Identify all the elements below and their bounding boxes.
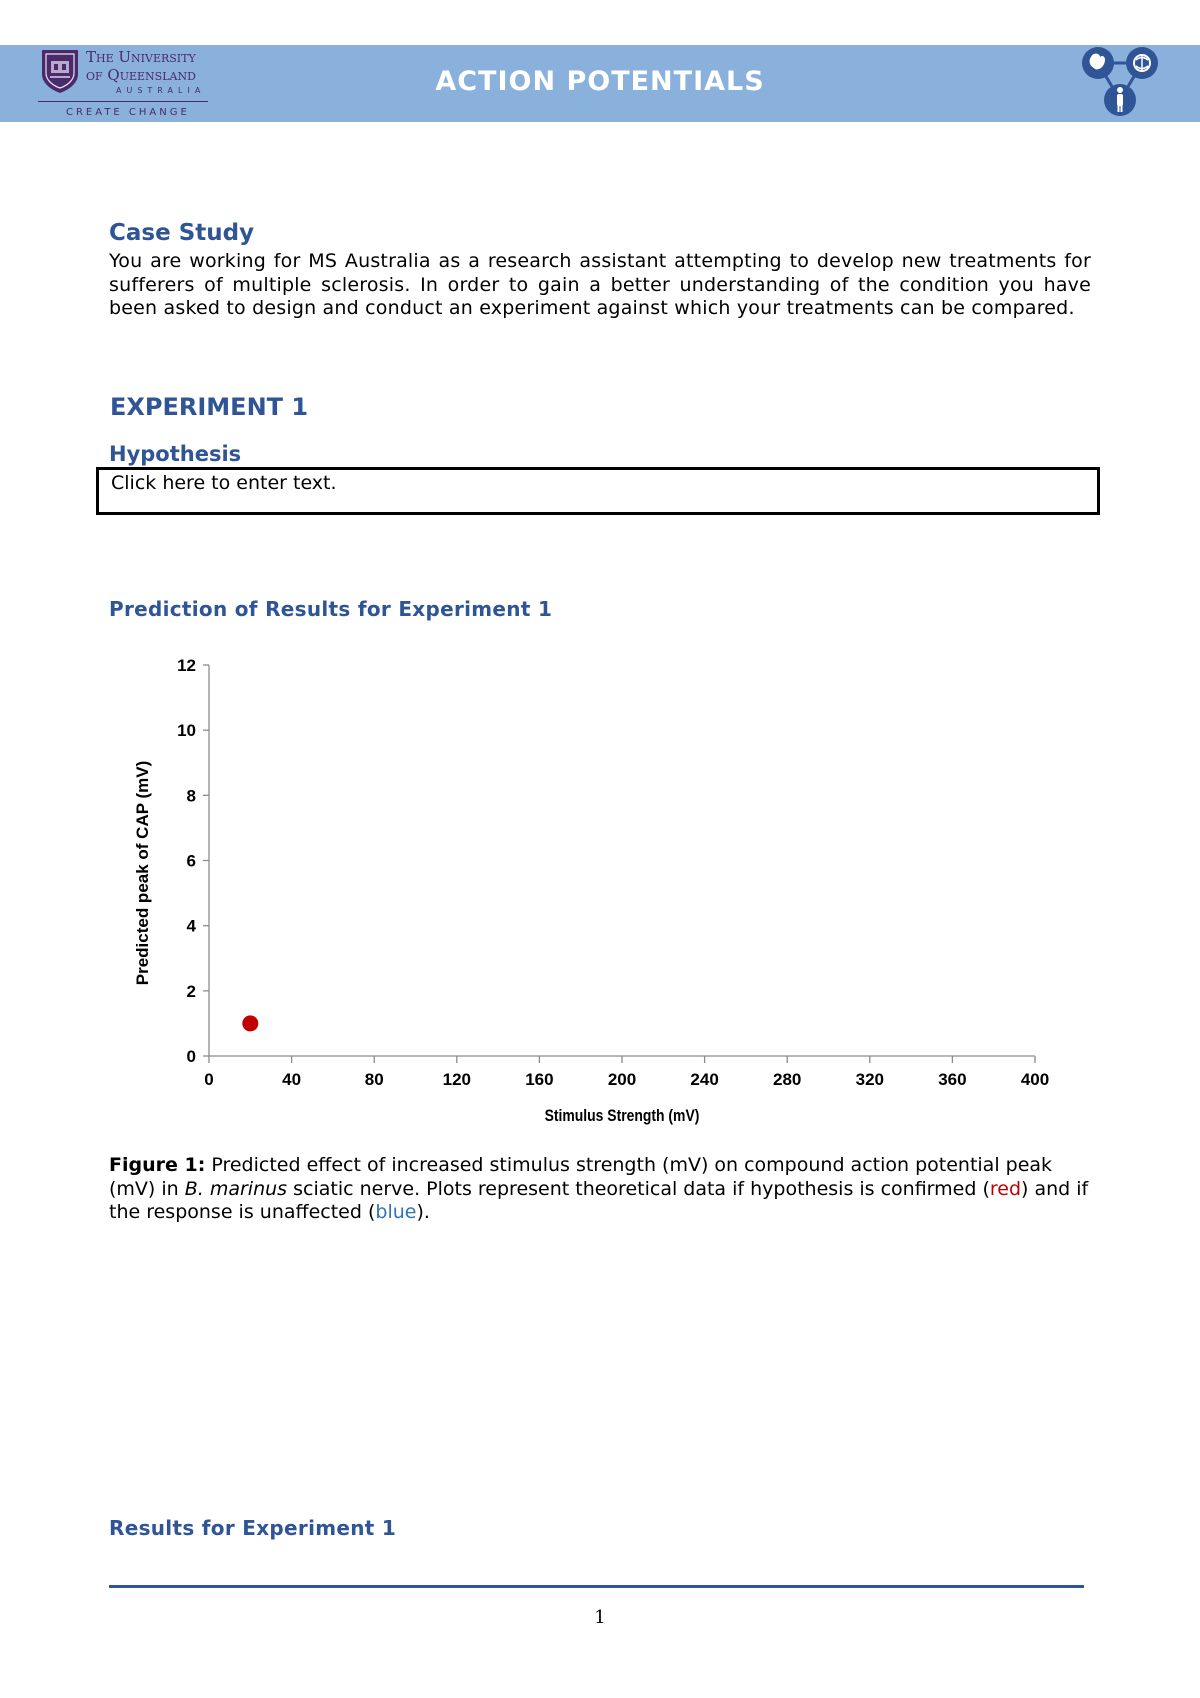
y-tick-label: 2 <box>186 981 196 1001</box>
results-heading: Results for Experiment 1 <box>109 1516 397 1540</box>
x-tick-label: 240 <box>690 1070 719 1089</box>
x-tick-label: 400 <box>1020 1070 1050 1089</box>
case-study-text: You are working for MS Australia as a research assistant attempting to develop new treatments for sufferers of multiple sclerosis. In order to gain a better understanding of the condition you have been asked to design and conduct an experiment against which your treatments can be compared. <box>109 250 1091 319</box>
x-tick-label: 320 <box>855 1070 884 1089</box>
y-tick-label: 10 <box>177 721 196 741</box>
x-tick-label: 40 <box>282 1070 302 1089</box>
x-tick-label: 0 <box>204 1070 214 1089</box>
university-tagline: CREATE CHANGE <box>66 107 190 118</box>
y-tick-label: 6 <box>186 851 196 871</box>
caption-text-3: ) and if the response is unaffected ( <box>109 1177 1089 1223</box>
university-country: AUSTRALIA <box>116 86 206 95</box>
x-tick-label: 200 <box>607 1070 637 1089</box>
footer-divider <box>109 1585 1084 1588</box>
y-tick-label: 12 <box>177 656 196 675</box>
x-tick-label: 120 <box>442 1070 471 1089</box>
figure-label: Figure 1: <box>109 1154 206 1176</box>
case-study-heading: Case Study <box>109 220 255 246</box>
figure-caption <box>109 1154 1099 1225</box>
experiment-1-heading: EXPERIMENT 1 <box>110 393 309 421</box>
page-number: 1 <box>594 1607 606 1628</box>
y-tick-label: 0 <box>186 1047 196 1066</box>
x-tick-label: 360 <box>938 1070 967 1089</box>
hypothesis-heading: Hypothesis <box>109 442 242 466</box>
caption-text-1: Predicted effect of increased stimulus strength (mV) on compound action potential peak (mV) in <box>109 1154 1053 1200</box>
prediction-heading: Prediction of Results for Experiment 1 <box>109 597 553 621</box>
caption-red-word: red <box>989 1177 1022 1200</box>
y-axis-label: Predicted peak of CAP (mV) <box>133 760 152 986</box>
university-name: The University of Queensland <box>86 48 196 84</box>
document-title: ACTION POTENTIALS <box>435 66 765 97</box>
x-tick-label: 160 <box>525 1070 554 1089</box>
x-tick-label: 80 <box>364 1070 384 1089</box>
hypothesis-placeholder[interactable]: Click here to enter text. <box>111 472 337 494</box>
data-point <box>242 1015 258 1031</box>
x-tick-label: 280 <box>773 1070 802 1089</box>
caption-blue-word: blue <box>375 1201 417 1223</box>
caption-text-4: ). <box>416 1201 430 1223</box>
y-tick-label: 4 <box>186 916 196 936</box>
caption-species: B. marinus <box>184 1177 288 1200</box>
caption-text-2: sciatic nerve. Plots represent theoretical data if hypothesis is confirmed ( <box>287 1177 990 1200</box>
x-axis-label: Stimulus Strength (mV) <box>544 1106 700 1126</box>
y-tick-label: 8 <box>186 786 196 806</box>
